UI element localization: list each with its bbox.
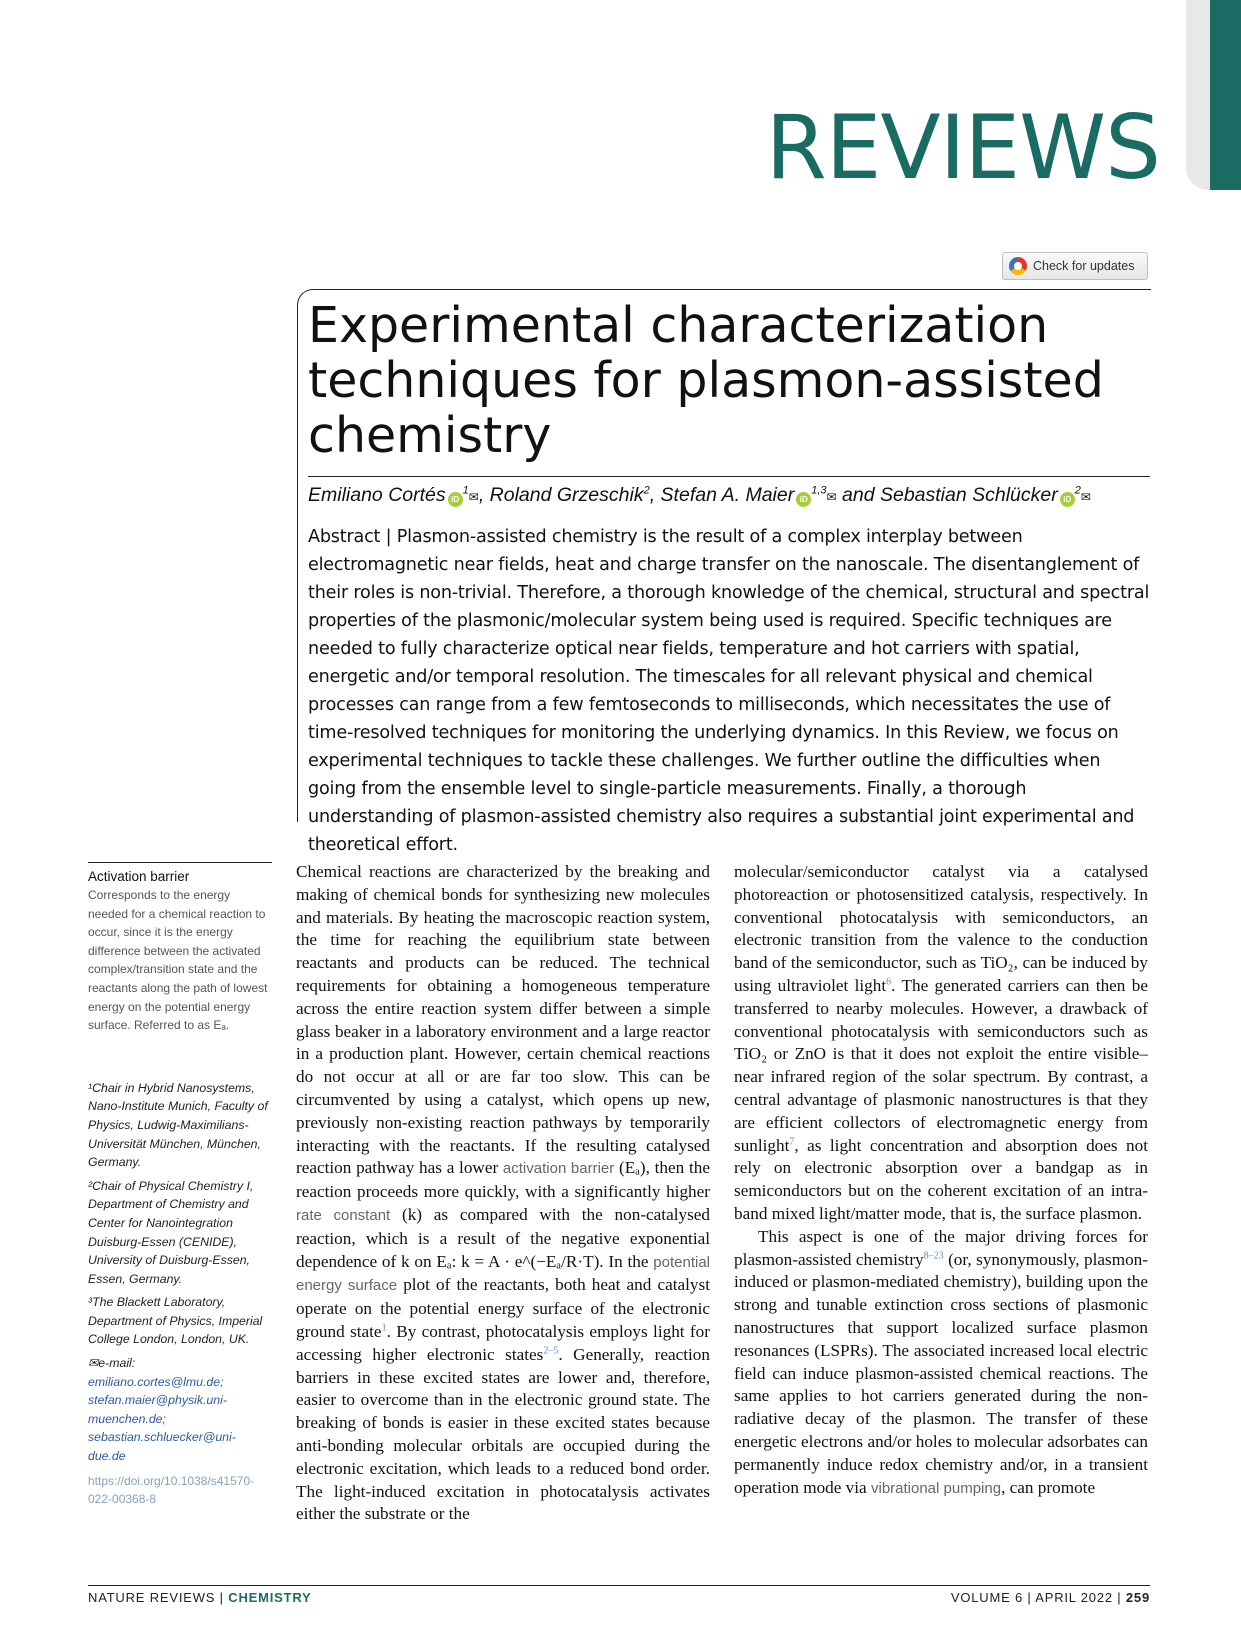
- glossary-link[interactable]: activation barrier: [502, 1160, 615, 1178]
- orcid-icon[interactable]: iD: [1060, 492, 1075, 507]
- affiliation: ²Chair of Physical Chemistry I, Department of Chemistry and Center for Nanointegration Duisburg-Essen (CENIDE), University of Duisburg-Essen, Essen, Germany.: [88, 1178, 254, 1286]
- citation-link[interactable]: 1: [381, 1322, 387, 1334]
- glossary-link[interactable]: vibrational pumping: [870, 1479, 1002, 1497]
- check-for-updates-button[interactable]: [1002, 252, 1148, 280]
- page-number: 259: [1125, 1590, 1150, 1605]
- body-paragraph: Chemical reactions are characterized by the breaking and making of chemical bonds for synthesizing new molecules and materials. By heating the macroscopic reaction system, the time for reaching the equilibrium state between reactants and products can be reduced. The technical requirements for obtaining a homogeneous temperature across the entire reaction system differ between a simple glass beaker in a laboratory environment and a large reactor in a production plant. However, certain chemical reactions do not occur at all or are far too slow. This can be circumvented by using a catalyst, which opens up new, previously non-existing reaction pathways by temporarily interacting with the reactants. If the resulting catalysed reaction pathway has a lower activation barrier (Eₐ), then the reaction proceeds more quickly, with a significantly higher rate constant (k) as compared with the non-catalysed reaction, which is a result of the negative exponential dependence of k on Eₐ: k = A · e^(−Eₐ/R·T). In the potential energy surface plot of the reactants, both heat and catalyst operate on the potential energy surface of the electronic ground state$^1$. By contrast, photocatalysis employs light for accessing higher electronic states$^{2-5}$. Generally, reaction barriers in these excited states are lower and, therefore, easier to overcome than in the electronic ground state. The breaking of bonds is easier in these excited states because anti-bonding molecular orbitals are occupied during the electronic excitation, which leads to a reduced bond order. The light-induced excitation in photocatalysis activates either the substrate or the: [296, 862, 710, 1524]
- author-affil-sup: 2: [1074, 484, 1081, 497]
- affiliation: ¹Chair in Hybrid Nanosystems, Nano-Institute Munich, Faculty of Physics, Ludwig-Maximilians-Universität München, München, Germany.: [88, 1080, 268, 1170]
- author-name[interactable]: Emiliano Cortés: [308, 484, 446, 506]
- author-name[interactable]: Stefan A. Maier: [660, 484, 795, 506]
- journal-name: CHEMISTRY: [228, 1590, 312, 1605]
- footer-issue: VOLUME 6 | APRIL 2022 | 259: [950, 1590, 1150, 1605]
- email-icon: ✉: [468, 490, 479, 504]
- author-name[interactable]: Sebastian Schlücker: [879, 484, 1058, 506]
- article-title: Experimental characterization techniques for plasmon-assisted chemistry: [308, 297, 1104, 464]
- author-list: [308, 484, 1158, 507]
- section-tab: [1210, 0, 1241, 190]
- body-column-right: [734, 861, 1148, 1500]
- correspondence: [88, 1354, 272, 1466]
- sidebar: [88, 862, 272, 1509]
- author-affil-sup: 1: [462, 484, 469, 497]
- author-affil-sup: 1,3: [811, 484, 827, 497]
- affiliation: ³The Blackett Laboratory, Department of Physics, Imperial College London, London, UK.: [88, 1295, 263, 1347]
- title-divider: [308, 476, 1150, 477]
- orcid-icon[interactable]: iD: [448, 492, 463, 507]
- author-separator: and: [836, 484, 880, 506]
- author-name[interactable]: Roland Grzeschik: [489, 484, 644, 506]
- section-tab-shade: [1186, 0, 1210, 190]
- section-label: REVIEWS: [765, 96, 1160, 199]
- body-paragraph: This aspect is one of the major driving forces for plasmon-assisted chemistry$^{8-23}$ (or, synonymously, plasmon-induced or plasmon-mediated chemistry), building upon the strong and tunable extinction cross sections of plasmonic nanostructures that support localized surface plasmon resonances (LSPRs). The associated increased local electric field can induce plasmon-assisted chemical reactions. The same applies to hot carriers generated during the non-radiative decay of the plasmon. The transfer of these energetic electrons and/or holes to molecular adsorbates can permanently induce redox chemistry and/or, in a transient operation mode via vibrational pumping, can promote: [734, 1226, 1148, 1497]
- email-icon: ✉: [826, 490, 837, 504]
- orcid-icon[interactable]: iD: [796, 492, 811, 507]
- email-icon: ✉: [1080, 490, 1091, 504]
- affiliations: [88, 1079, 272, 1509]
- glossary-definition: Corresponds to the energy needed for a chemical reaction to occur, since it is the energy difference between the activated complex/transition state and the reactants along the path of lowest energy on the potential energy surface. Referred to as Eₐ.: [88, 888, 268, 1033]
- sidebar-divider: [88, 862, 272, 863]
- citation-link[interactable]: 2–5: [543, 1345, 559, 1356]
- citation-link[interactable]: 7: [789, 1135, 795, 1147]
- abstract: Abstract | Plasmon-assisted chemistry is the result of a complex interplay between electromagnetic near fields, heat and charge transfer on the nanoscale. The disentanglement of their roles is non-trivial. Therefore, a thorough knowledge of the chemical, structural and spectral properties of the plasmonic/molecular system being used is required. Specific techniques are needed to fully characterize optical near fields, temperature and hot carriers with spatial, energetic and/or temporal resolution. The timescales for all relevant physical and chemical processes can range from a few femtoseconds to milliseconds, which necessitates the use of time-resolved techniques for monitoring the underlying dynamics. In this Review, we focus on experimental techniques to tackle these challenges. We further outline the difficulties when going from the ensemble level to single-particle measurements. Finally, a thorough understanding of plasmon-assisted chemistry also requires a substantial joint experimental and theoretical effort.: [308, 527, 1150, 855]
- footer-journal: NATURE REVIEWS | CHEMISTRY: [88, 1590, 312, 1605]
- glossary-link[interactable]: rate constant: [296, 1206, 391, 1224]
- check-for-updates-label: Check for updates: [1033, 259, 1135, 273]
- citation-link[interactable]: 6: [886, 976, 892, 988]
- author-affil-sup: 2: [643, 484, 650, 497]
- body-column-left: [296, 861, 710, 1526]
- doi-link[interactable]: https://doi.org/10.1038/s41570-022-00368-8: [88, 1473, 255, 1507]
- author-separator: ,: [478, 484, 490, 506]
- crossmark-icon: [1009, 257, 1027, 275]
- email-label: ✉e-mail:: [88, 1356, 136, 1371]
- citation-link[interactable]: 8–23: [923, 1249, 944, 1261]
- body-paragraph: molecular/semiconductor catalyst via a catalysed photoreaction or photosensitized catalysis, respectively. In conventional photocatalysis with semiconductors, an electronic transition from the valence to the conduction band of the semiconductor, such as TiO₂, can be induced by using ultraviolet light$^6$. The generated carriers can then be transferred to nearby molecules. However, a drawback of conventional photocatalysis with semiconductors such as TiO₂ or ZnO is that it does not exploit the entire visible–near infrared region of the solar spectrum. By contrast, a central advantage of plasmonic nanostructures is that they are efficient collectors of electromagnetic energy from sunlight$^7$, as light concentration and absorption does not rely on electronic absorption over a bandgap as in semiconductors but on the coherent excitation of an intra-band mixed light/matter mode, that is, the surface plasmon.: [734, 862, 1148, 1223]
- footer-divider: [88, 1585, 1150, 1586]
- glossary-link[interactable]: potential energy surface: [296, 1253, 710, 1295]
- author-separator: ,: [649, 484, 661, 506]
- glossary-term: Activation barrier: [88, 869, 190, 884]
- email-links[interactable]: emiliano.cortes@lmu.de; stefan.maier@physik.uni-muenchen.de; sebastian.schluecker@uni-due.de: [88, 1374, 236, 1464]
